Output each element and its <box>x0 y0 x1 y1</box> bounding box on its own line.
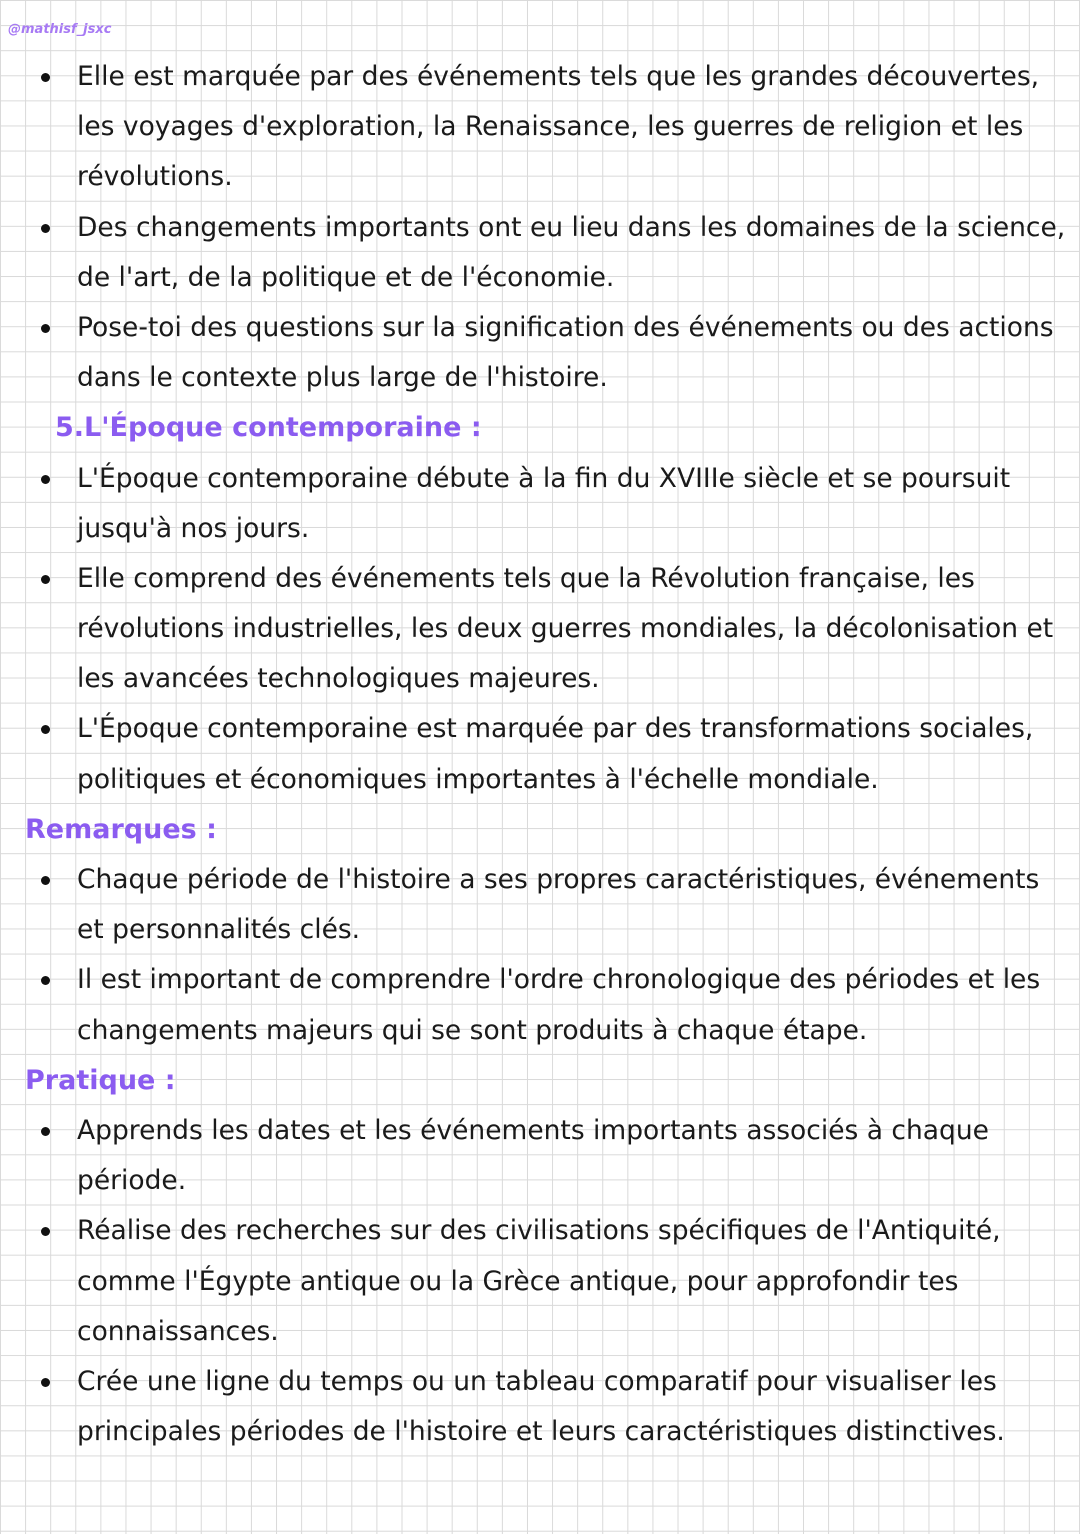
continuation-text: période. <box>77 1165 187 1197</box>
continuation-text: connaissances. <box>77 1315 279 1347</box>
bullet-continuation <box>0 1407 1080 1457</box>
continuation-text: principales périodes de l'histoire et leurs caractéristiques distinctives. <box>77 1416 1005 1448</box>
continuation-text: révolutions industrielles, les deux guerres mondiales, la décolonisation et <box>77 613 1054 645</box>
bullet-text: Crée une ligne du temps ou un tableau comparatif pour visualiser les <box>77 1365 997 1397</box>
bullet-text: Elle est marquée par des événements tels que les grandes découvertes, <box>77 61 1040 92</box>
bullet-item <box>0 1106 1080 1156</box>
author-watermark: @mathisf_jsxc <box>8 22 112 37</box>
section-subheading: 5.L'Époque contemporaine : <box>55 412 482 444</box>
bullet-continuation <box>0 755 1080 805</box>
bullet-item <box>0 855 1080 905</box>
bullet-continuation <box>0 1006 1080 1056</box>
bullet-dot-icon <box>41 1127 50 1136</box>
bullet-continuation <box>0 253 1080 303</box>
bullet-continuation <box>0 102 1080 152</box>
bullet-text: Chaque période de l'histoire a ses propres caractéristiques, événements <box>77 864 1040 895</box>
bullet-dot-icon <box>41 725 50 734</box>
continuation-text: les voyages d'exploration, la Renaissance, les guerres de religion et les <box>77 111 1024 143</box>
bullet-item <box>0 704 1080 754</box>
bullet-item <box>0 203 1080 253</box>
bullet-item <box>0 303 1080 353</box>
continuation-text: changements majeurs qui se sont produits à chaque étape. <box>77 1014 868 1046</box>
bullet-continuation <box>0 152 1080 202</box>
bullet-item <box>0 554 1080 604</box>
bullet-text: Elle comprend des événements tels que la Révolution française, les <box>77 562 975 594</box>
continuation-text: les avancées technologiques majeures. <box>77 663 600 695</box>
bullet-dot-icon <box>41 224 50 233</box>
bullet-dot-icon <box>41 575 50 584</box>
bullet-text: Apprends les dates et les événements importants associés à chaque <box>77 1114 989 1146</box>
continuation-text: dans le contexte plus large de l'histoire. <box>77 362 608 394</box>
continuation-text: jusqu'à nos jours. <box>77 512 310 544</box>
bullet-dot-icon <box>41 475 50 484</box>
bullet-continuation <box>0 654 1080 704</box>
bullet-continuation <box>0 604 1080 654</box>
bullet-text: Des changements importants ont eu lieu dans les domaines de la science, <box>77 211 1066 243</box>
bullet-continuation <box>0 353 1080 403</box>
bullet-item <box>0 1206 1080 1256</box>
bullet-text: L'Époque contemporaine débute à la fin du XVIIIe siècle et se poursuit <box>77 462 1011 494</box>
section-heading: Pratique : <box>25 1064 176 1096</box>
section-heading: Remarques : <box>25 813 217 845</box>
continuation-text: et personnalités clés. <box>77 914 361 946</box>
bullet-continuation <box>0 905 1080 955</box>
bullet-item <box>0 52 1080 102</box>
bullet-dot-icon <box>41 876 50 885</box>
bullet-item <box>0 1357 1080 1407</box>
bullet-dot-icon <box>41 976 50 985</box>
bullet-continuation <box>0 1307 1080 1357</box>
continuation-text: de l'art, de la politique et de l'économie. <box>77 261 615 293</box>
continuation-text: révolutions. <box>77 161 233 193</box>
bullet-text: Pose-toi des questions sur la signification des événements ou des actions <box>77 311 1054 343</box>
continuation-text: politiques et économiques importantes à l'échelle mondiale. <box>77 763 879 795</box>
bullet-text: Il est important de comprendre l'ordre chronologique des périodes et les <box>77 964 1041 996</box>
bullet-continuation <box>0 1156 1080 1206</box>
continuation-text: comme l'Égypte antique ou la Grèce antique, pour approfondir tes <box>77 1265 959 1297</box>
bullet-item <box>0 955 1080 1005</box>
bullet-text: Réalise des recherches sur des civilisations spécifiques de l'Antiquité, <box>77 1215 1001 1247</box>
notes-content <box>0 52 1080 1457</box>
bullet-text: L'Époque contemporaine est marquée par des transformations sociales, <box>77 713 1034 745</box>
bullet-dot-icon <box>41 1227 50 1236</box>
bullet-continuation <box>0 504 1080 554</box>
bullet-dot-icon <box>41 324 50 333</box>
bullet-item <box>0 454 1080 504</box>
bullet-continuation <box>0 1257 1080 1307</box>
bullet-dot-icon <box>41 1378 50 1387</box>
bullet-dot-icon <box>41 73 50 82</box>
